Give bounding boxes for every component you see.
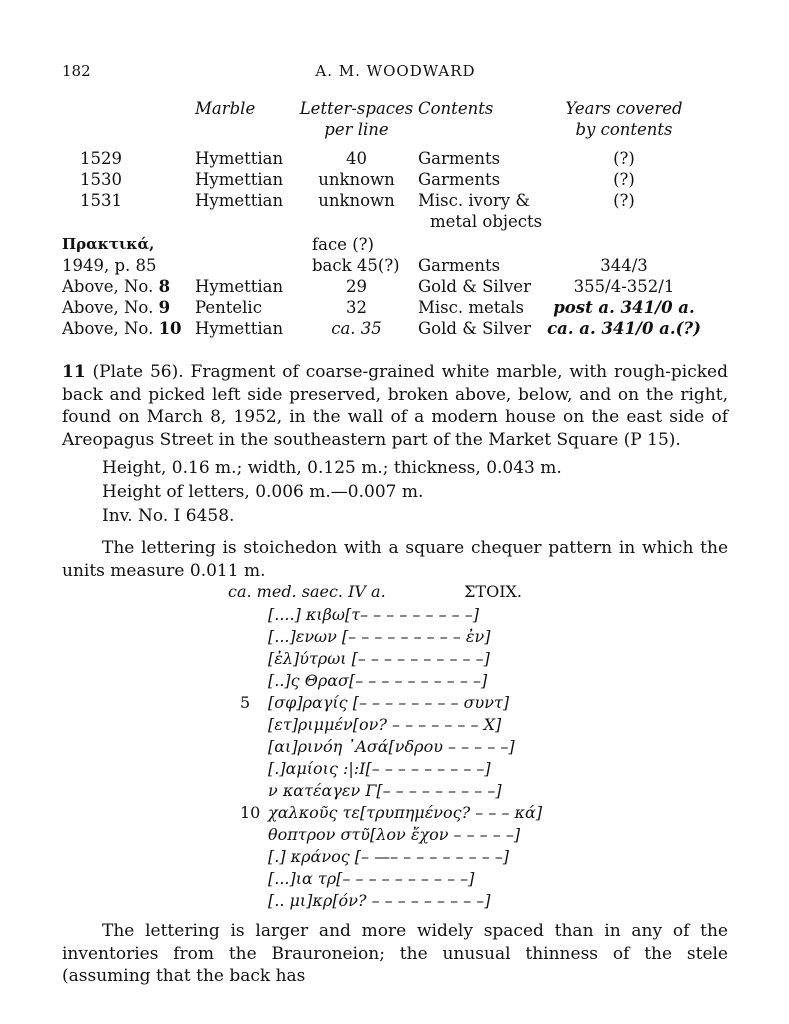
header-marble: Marble bbox=[195, 99, 256, 118]
inscription-line: [αι]ρινόη ᾿Ασά[νδρου – – – – –] bbox=[268, 737, 515, 756]
table-row: Πρακτικά, face (?) bbox=[62, 235, 374, 254]
table-row: Above, No. 9 Pentelic 32 Misc. metals post a. 341/0 a. bbox=[62, 298, 695, 317]
inscription-line: θοπτρον στῦ[λον ἔχον – – – – –] bbox=[268, 825, 521, 844]
inscription-line: ν κατέαγεν Γ[– – – – – – – – –] bbox=[268, 781, 502, 800]
header-contents: Contents bbox=[418, 99, 494, 118]
line-number: 5 bbox=[240, 693, 251, 712]
table-row: 1949, p. 85 back 45(?) Garments 344/3 bbox=[62, 256, 648, 275]
table-row: 1529 Hymettian 40 Garments (?) bbox=[80, 149, 635, 168]
entry-number: 11 bbox=[62, 362, 86, 382]
lettering-note: The lettering is stoichedon with a square chequer pattern in which the units measure 0.011 m. bbox=[62, 538, 728, 581]
inscription-line: [.] κράνος [– —– – – – – – – – –] bbox=[268, 847, 510, 866]
inscription-line: [.. μι]κρ[όν? – – – – – – – – –] bbox=[268, 891, 491, 910]
inscription-line: χαλκοῦς τε[τρυπημένος? – – – κά] bbox=[268, 803, 543, 822]
measurement-line: Height, 0.16 m.; width, 0.125 m.; thickness, 0.043 m. bbox=[102, 458, 562, 478]
table-row: Above, No. 10 Hymettian ca. 35 Gold & Silver ca. a. 341/0 a.(?) bbox=[62, 319, 701, 338]
table-row: 1531 Hymettian unknown Misc. ivory & (?) bbox=[80, 191, 635, 210]
inscription-line: [.]αμίοις :|:I[– – – – – – – – –] bbox=[268, 759, 491, 778]
measurement-line: Inv. No. I 6458. bbox=[102, 506, 235, 526]
measurement-line: Height of letters, 0.006 m.—0.007 m. bbox=[102, 482, 424, 502]
running-title: A. M. WOODWARD bbox=[315, 62, 476, 80]
closing-paragraph: The lettering is larger and more widely spaced than in any of the inventories from the Brauroneion; the unusual thinness of the stele (assuming that the back has bbox=[62, 921, 728, 986]
inscription-line: [...]ια τρ[– – – – – – – – – –] bbox=[268, 869, 475, 888]
page-header bbox=[62, 62, 729, 84]
inscription-line: [...]ενων [– – – – – – – – – ἐν] bbox=[268, 627, 491, 646]
inscription-line: [..]ς Θρασ[– – – – – – – – – –] bbox=[268, 671, 488, 690]
table-row: Above, No. 8 Hymettian 29 Gold & Silver 355/4-352/1 bbox=[62, 277, 675, 296]
inscription-date: ca. med. saec. IV a. bbox=[228, 582, 386, 601]
inscription-line: [σφ]ραγίς [– – – – – – – – συντ] bbox=[268, 693, 510, 712]
page-number: 182 bbox=[62, 62, 91, 80]
header-years: Years covered by contents bbox=[565, 99, 683, 139]
header-letter-spaces: Letter-spaces per line bbox=[299, 99, 414, 139]
entry-description: 11 (Plate 56). Fragment of coarse-grained white marble, with rough-picked back and picked left side preserved, broken above, below, and on the right, found on March 8, 1952, in the wall of a modern house on the east side of Areopagus Street in the southeastern part of the Market Square (P 15). bbox=[62, 362, 728, 450]
line-number: 10 bbox=[240, 803, 261, 822]
stoichedon-label: ΣΤΟΙΧ. bbox=[464, 582, 522, 601]
inscription-line: [ετ]ριμμέν[ον? – – – – – – – X] bbox=[268, 715, 502, 734]
table-row: metal objects bbox=[430, 212, 543, 231]
inscription-line: [ἐλ]ύτρωι [– – – – – – – – – –] bbox=[268, 649, 490, 668]
inscription-line: [....] κιβω[τ– – – – – – – – –] bbox=[268, 605, 479, 624]
table-row: 1530 Hymettian unknown Garments (?) bbox=[80, 170, 635, 189]
